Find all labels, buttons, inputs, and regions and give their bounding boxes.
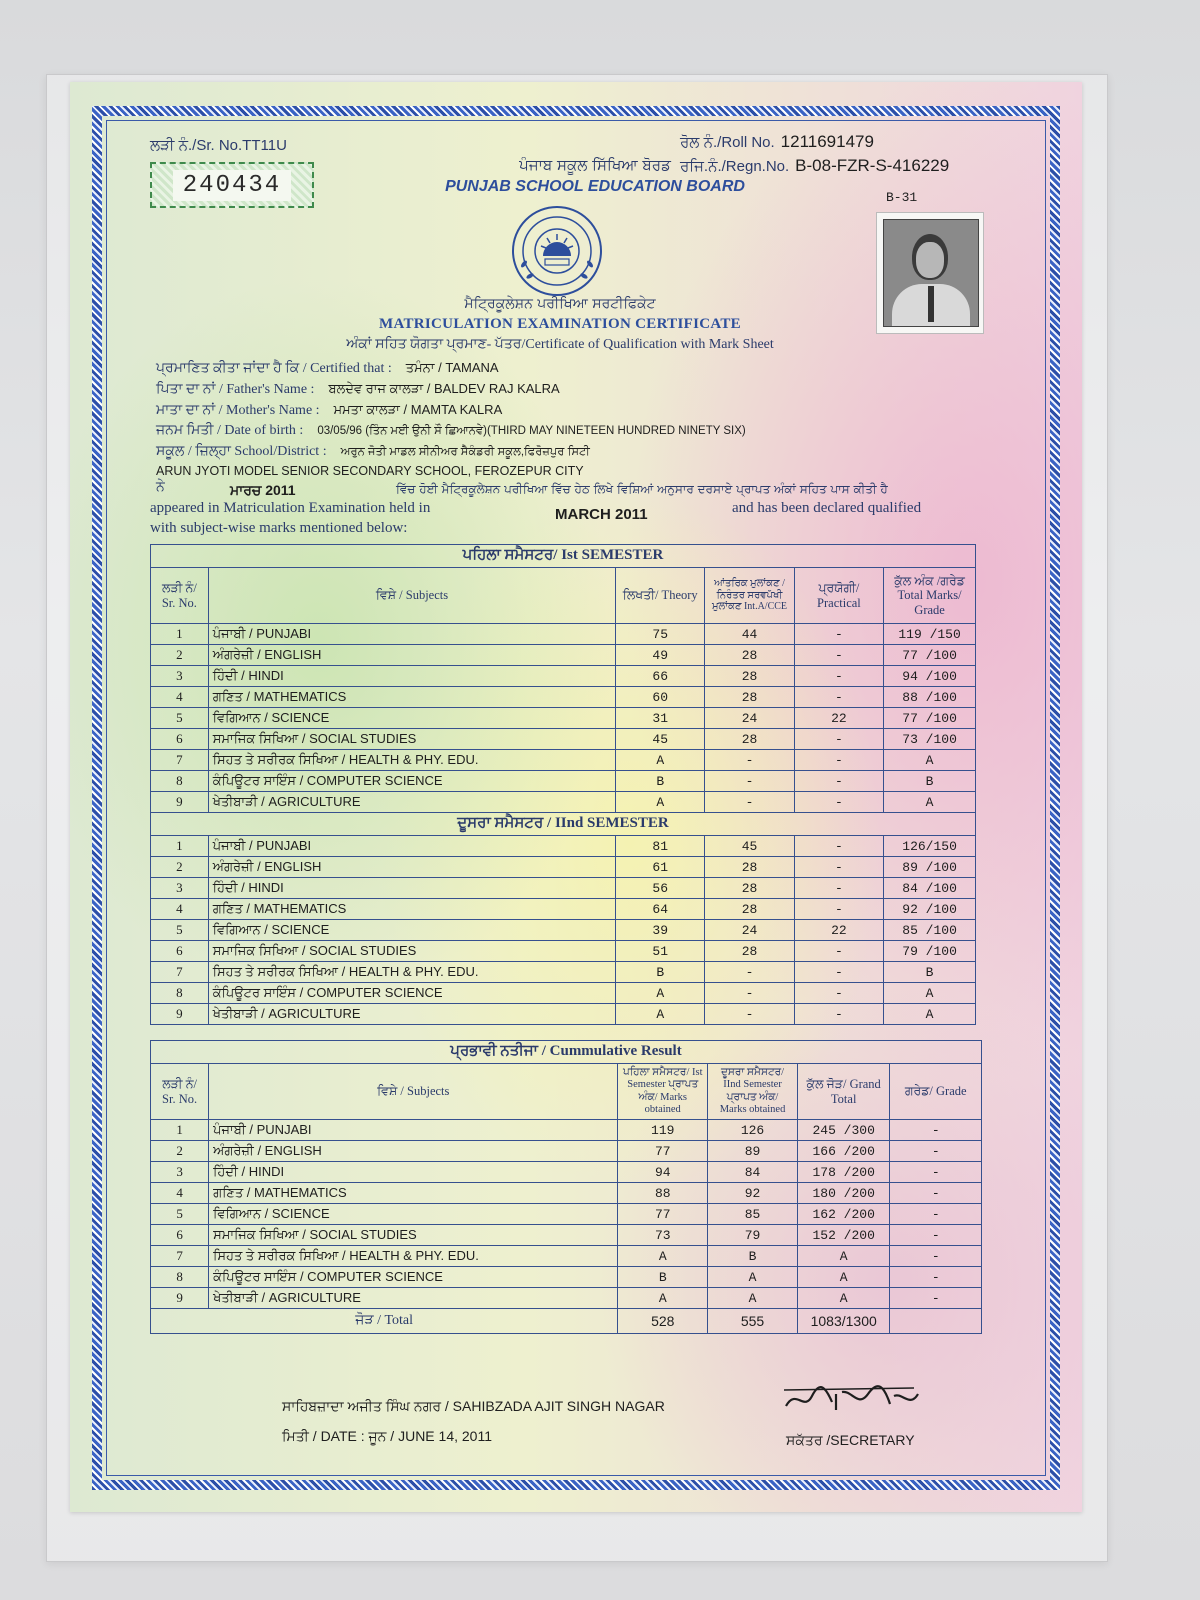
cell-practical: 22: [794, 920, 883, 941]
cell-sno: 1: [151, 624, 209, 645]
col-total-grade: ਕੁੱਲ ਅੰਕ /ਗਰੇਡ Total Marks/ Grade: [884, 568, 976, 624]
cell-int: -: [705, 983, 794, 1004]
cell-practical: -: [794, 750, 883, 771]
photo-frame: [876, 212, 984, 334]
cell-subject: ਸਿਹਤ ਤੇ ਸਰੀਰਕ ਸਿਖਿਆ / HEALTH & PHY. EDU.: [208, 962, 615, 983]
roll-number-line: [680, 132, 874, 152]
cell-subject: ਸਮਾਜਿਕ ਸਿਖਿਆ / SOCIAL STUDIES: [208, 729, 615, 750]
serial-label: ਲੜੀ ਨੰ./Sr. No.TT11U: [150, 137, 287, 154]
table-row: [151, 878, 976, 899]
cum-col-grand-total: ਕੁੱਲ ਜੋੜ/ Grand Total: [797, 1064, 890, 1120]
cell-theory: 56: [616, 878, 705, 899]
col-subjects: ਵਿਸ਼ੇ / Subjects: [208, 568, 615, 624]
col-internal: ਆਂਤਰਿਕ ਮੁਲਾਂਕਣ /ਨਿਰੰਤਰ ਸਰਵਪੱਖੀ ਮੁਲਾਂਕਣ Int.A/CCE: [705, 568, 794, 624]
cell-total: 92 /100: [884, 899, 976, 920]
cell-total: 88 /100: [884, 687, 976, 708]
cell-sem2: A: [708, 1267, 798, 1288]
cell-practical: -: [794, 729, 883, 750]
cell-subject: ਕੰਪਿਊਟਰ ਸਾਇੰਸ / COMPUTER SCIENCE: [209, 1267, 618, 1288]
cell-total: 94 /100: [884, 666, 976, 687]
cell-total: 119 /150: [884, 624, 976, 645]
cell-subject: ਖੇਤੀਬਾੜੀ / AGRICULTURE: [209, 1288, 618, 1309]
cell-practical: -: [794, 771, 883, 792]
cum-col-sem1: ਪਹਿਲਾ ਸਮੈਸਟਰ/ Ist Semester ਪ੍ਰਾਪਤ ਅੰਕ/ Marks obtained: [618, 1064, 708, 1120]
cell-int: -: [705, 962, 794, 983]
col-practical: ਪ੍ਰਯੋਗੀ/ Practical: [794, 568, 883, 624]
cell-total: 73 /100: [884, 729, 976, 750]
cell-sem1: 88: [618, 1183, 708, 1204]
cell-theory: B: [616, 962, 705, 983]
cell-theory: 75: [616, 624, 705, 645]
cell-int: -: [705, 771, 794, 792]
cell-total: A: [884, 1004, 976, 1025]
cell-theory: 49: [616, 645, 705, 666]
cell-total: 84 /100: [884, 878, 976, 899]
table-row: [151, 1004, 976, 1025]
table-row: [151, 836, 976, 857]
issue-date: ਮਿਤੀ / DATE : ਜੂਨ / JUNE 14, 2011: [282, 1428, 492, 1444]
table-row: [151, 792, 976, 813]
cell-sno: 4: [151, 687, 209, 708]
cell-int: 45: [705, 836, 794, 857]
cell-theory: A: [616, 750, 705, 771]
dob-label: ਜਨਮ ਮਿਤੀ / Date of birth :: [156, 423, 304, 438]
student-name: ਤਮੰਨਾ / TAMANA: [405, 360, 499, 375]
table-row: [151, 1120, 982, 1141]
cell-subject: ਹਿੰਦੀ / HINDI: [208, 878, 615, 899]
cell-total: 77 /100: [884, 708, 976, 729]
cell-subject: ਸਮਾਜਿਕ ਸਿਖਿਆ / SOCIAL STUDIES: [209, 1225, 618, 1246]
school-name-punjabi: ਅਰੁਨ ਜੋਤੀ ਮਾਡਲ ਸੀਨੀਅਰ ਸੈਕੰਡਰੀ ਸਕੂਲ,ਫਿਰੋਜ਼ਪੁਰ ਸਿਟੀ: [340, 446, 590, 458]
cell-sno: 7: [151, 962, 209, 983]
dob-line: [156, 423, 746, 439]
cell-sem1: 119: [618, 1120, 708, 1141]
sem1-title: ਪਹਿਲਾ ਸਮੈਸਟਰ/ Ist SEMESTER: [151, 545, 976, 568]
roll-label: ਰੋਲ ਨੰ./Roll No.: [680, 134, 775, 151]
table-row: [151, 645, 976, 666]
cell-practical: -: [794, 687, 883, 708]
cell-theory: 64: [616, 899, 705, 920]
total-grand: 1083/1300: [797, 1309, 890, 1334]
cell-sno: 1: [151, 1120, 209, 1141]
cell-grade: -: [890, 1246, 982, 1267]
cell-subject: ਅੰਗਰੇਜ਼ੀ / ENGLISH: [208, 857, 615, 878]
certified-that-line: [156, 360, 499, 377]
cell-practical: -: [794, 1004, 883, 1025]
cell-sem2: 85: [708, 1204, 798, 1225]
cell-theory: 51: [616, 941, 705, 962]
table-row: [151, 1183, 982, 1204]
cell-grade: -: [890, 1183, 982, 1204]
cell-theory: 66: [616, 666, 705, 687]
exam-month-english: MARCH 2011: [555, 506, 648, 523]
father-name: ਬਲਦੇਵ ਰਾਜ ਕਾਲੜਾ / BALDEV RAJ KALRA: [328, 381, 560, 396]
cell-int: 28: [705, 645, 794, 666]
semester-marks-table: [150, 544, 976, 1025]
table-row: [151, 729, 976, 750]
cell-theory: 45: [616, 729, 705, 750]
cell-subject: ਖੇਤੀਬਾੜੀ / AGRICULTURE: [208, 792, 615, 813]
table-row: [151, 962, 976, 983]
table-row: [151, 941, 976, 962]
table-row: [151, 666, 976, 687]
sem2-rows: [151, 836, 976, 1025]
cell-total: A: [884, 792, 976, 813]
cell-int: 28: [705, 729, 794, 750]
cell-int: 28: [705, 857, 794, 878]
total-label: ਜੋੜ / Total: [151, 1309, 618, 1334]
cell-theory: A: [616, 1004, 705, 1025]
school-name-english: ARUN JYOTI MODEL SENIOR SECONDARY SCHOOL, FEROZEPUR CITY: [156, 464, 584, 478]
cell-sno: 3: [151, 878, 209, 899]
mother-label: ਮਾਤਾ ਦਾ ਨਾਂ / Mother's Name :: [156, 403, 320, 418]
cum-col-grade: ਗਰੇਡ/ Grade: [890, 1064, 982, 1120]
cell-practical: -: [794, 792, 883, 813]
table-row: [151, 687, 976, 708]
cell-practical: -: [794, 962, 883, 983]
table-row: [151, 1288, 982, 1309]
cell-sem1: 77: [618, 1204, 708, 1225]
cell-grand: 245 /300: [797, 1120, 890, 1141]
cumulative-result-table: [150, 1040, 982, 1334]
cell-total: 126/150: [884, 836, 976, 857]
cell-total: A: [884, 983, 976, 1004]
cell-sno: 7: [151, 1246, 209, 1267]
issue-place: ਸਾਹਿਬਜ਼ਾਦਾ ਅਜੀਤ ਸਿੰਘ ਨਗਰ / SAHIBZADA AJIT SINGH NAGAR: [282, 1398, 665, 1414]
registration-number-line: [680, 156, 949, 176]
cell-grade: -: [890, 1267, 982, 1288]
table-row: [151, 857, 976, 878]
secretary-signature-icon: [782, 1382, 922, 1416]
student-photo: [883, 219, 979, 327]
exam-month-punjabi: ਮਾਰਚ 2011: [230, 482, 296, 498]
cell-theory: 31: [616, 708, 705, 729]
cell-subject: ਹਿੰਦੀ / HINDI: [209, 1162, 618, 1183]
cell-sem2: 84: [708, 1162, 798, 1183]
cell-practical: -: [794, 941, 883, 962]
cell-total: B: [884, 771, 976, 792]
table-row: [151, 899, 976, 920]
cell-theory: 61: [616, 857, 705, 878]
cell-grade: -: [890, 1162, 982, 1183]
board-name-english: PUNJAB SCHOOL EDUCATION BOARD: [445, 178, 745, 195]
cell-practical: -: [794, 645, 883, 666]
board-emblem-icon: [510, 204, 604, 298]
date-of-birth: 03/05/96 (ਤਿੰਨ ਮਈ ਉਨੀ ਸੌ ਛਿਆਨਵੇ)(THIRD MAY NINETEEN HUNDRED NINETY SIX): [317, 425, 746, 437]
cell-total: 77 /100: [884, 645, 976, 666]
sem2-title: ਦੂਸਰਾ ਸਮੈਸਟਰ / IInd SEMESTER: [151, 813, 976, 836]
cell-int: 28: [705, 941, 794, 962]
cell-practical: -: [794, 878, 883, 899]
cell-subject: ਹਿੰਦੀ / HINDI: [208, 666, 615, 687]
cumulative-rows: [151, 1120, 982, 1309]
cum-col-subjects: ਵਿਸ਼ੇ / Subjects: [209, 1064, 618, 1120]
cell-subject: ਵਿਗਿਆਨ / SCIENCE: [209, 1204, 618, 1225]
cell-theory: A: [616, 792, 705, 813]
cell-grand: 166 /200: [797, 1141, 890, 1162]
serial-number: 240434: [173, 170, 291, 201]
cell-subject: ਵਿਗਿਆਨ / SCIENCE: [208, 708, 615, 729]
certified-label: ਪ੍ਰਮਾਣਿਤ ਕੀਤਾ ਜਾਂਦਾ ਹੈ ਕਿ / Certified that :: [156, 361, 392, 376]
cell-int: 24: [705, 708, 794, 729]
col-theory: ਲਿਖਤੀ/ Theory: [616, 568, 705, 624]
cell-grand: 162 /200: [797, 1204, 890, 1225]
father-name-line: [156, 381, 560, 398]
cell-total: 79 /100: [884, 941, 976, 962]
total-row: [151, 1309, 982, 1334]
cell-sno: 2: [151, 857, 209, 878]
table-row: [151, 1267, 982, 1288]
cell-sno: 5: [151, 1204, 209, 1225]
table-row: [151, 983, 976, 1004]
cumulative-title: ਪ੍ਰਭਾਵੀ ਨਤੀਜਾ / Cummulative Result: [151, 1041, 982, 1064]
cell-sem1: 94: [618, 1162, 708, 1183]
cell-grand: A: [797, 1288, 890, 1309]
appeared-text-english: appeared in Matriculation Examination held in: [150, 500, 431, 516]
cell-sno: 6: [151, 729, 209, 750]
cell-total: 89 /100: [884, 857, 976, 878]
table-row: [151, 920, 976, 941]
certificate-sheet: [70, 82, 1082, 1512]
school-label: ਸਕੂਲ / ਜ਼ਿਲ੍ਹਾ School/District :: [156, 444, 327, 459]
cell-sno: 2: [151, 1141, 209, 1162]
cell-sem1: A: [618, 1288, 708, 1309]
mother-name-line: [156, 402, 502, 419]
cell-subject: ਗਣਿਤ / MATHEMATICS: [209, 1183, 618, 1204]
cell-sno: 8: [151, 771, 209, 792]
cell-sno: 9: [151, 1004, 209, 1025]
photo-code: B-31: [886, 190, 918, 205]
cell-sem2: B: [708, 1246, 798, 1267]
cell-total: A: [884, 750, 976, 771]
appeared-ne: ਨੇ: [156, 480, 165, 495]
cell-sno: 2: [151, 645, 209, 666]
table-row: [151, 1204, 982, 1225]
cell-practical: -: [794, 983, 883, 1004]
col-sno: ਲੜੀ ਨੰ/ Sr. No.: [151, 568, 209, 624]
cell-subject: ਕੰਪਿਊਟਰ ਸਾਇੰਸ / COMPUTER SCIENCE: [208, 983, 615, 1004]
cell-int: 28: [705, 878, 794, 899]
table-row: [151, 1141, 982, 1162]
cell-sem2: 126: [708, 1120, 798, 1141]
table-row: [151, 624, 976, 645]
cell-practical: 22: [794, 708, 883, 729]
cell-subject: ਪੰਜਾਬੀ / PUNJABI: [208, 836, 615, 857]
mother-name: ਮਮਤਾ ਕਾਲੜਾ / MAMTA KALRA: [333, 402, 503, 417]
cell-int: 28: [705, 666, 794, 687]
cell-practical: -: [794, 899, 883, 920]
cell-sno: 8: [151, 983, 209, 1004]
serial-number-box: [150, 162, 314, 208]
cell-sno: 6: [151, 941, 209, 962]
cell-grade: -: [890, 1141, 982, 1162]
cell-sem1: A: [618, 1246, 708, 1267]
sem1-rows: [151, 624, 976, 813]
cell-grand: 152 /200: [797, 1225, 890, 1246]
cell-subject: ਪੰਜਾਬੀ / PUNJABI: [209, 1120, 618, 1141]
cell-sno: 7: [151, 750, 209, 771]
school-line: [156, 444, 590, 460]
cell-subject: ਵਿਗਿਆਨ / SCIENCE: [208, 920, 615, 941]
cell-sno: 4: [151, 899, 209, 920]
cell-int: 44: [705, 624, 794, 645]
cell-sno: 8: [151, 1267, 209, 1288]
certificate-subtitle: ਅੰਕਾਂ ਸਹਿਤ ਯੋਗਤਾ ਪ੍ਰਮਾਣ- ਪੱਤਰ/Certificate of Qualification with Mark Sheet: [346, 337, 774, 352]
qualified-text: and has been declared qualified: [732, 500, 922, 516]
cell-grade: -: [890, 1204, 982, 1225]
cell-sem2: A: [708, 1288, 798, 1309]
cell-grand: 178 /200: [797, 1162, 890, 1183]
cell-sem2: 92: [708, 1183, 798, 1204]
cell-sem2: 89: [708, 1141, 798, 1162]
total-sem1: 528: [618, 1309, 708, 1334]
cell-subject: ਸਮਾਜਿਕ ਸਿਖਿਆ / SOCIAL STUDIES: [208, 941, 615, 962]
cell-sem1: B: [618, 1267, 708, 1288]
cell-theory: A: [616, 983, 705, 1004]
table-row: [151, 771, 976, 792]
cell-practical: -: [794, 666, 883, 687]
cell-grand: 180 /200: [797, 1183, 890, 1204]
board-name-punjabi: ਪੰਜਾਬ ਸਕੂਲ ਸਿੱਖਿਆ ਬੋਰਡ: [519, 156, 671, 174]
appeared-text-punjabi: ਵਿੱਚ ਹੋਈ ਮੈਟ੍ਰਿਕੂਲੇਸ਼ਨ ਪਰੀਖਿਆ ਵਿੱਚ ਹੇਠ ਲਿਖੇ ਵਿਸ਼ਿਆਂ ਅਨੁਸਾਰ ਦਰਸਾਏ ਪ੍ਰਾਪਤ ਅੰਕਾਂ ਸਹਿਤ ਪਾਸ ਕੀਤੀ ਹੈ: [396, 482, 888, 496]
cell-subject: ਅੰਗਰੇਜ਼ੀ / ENGLISH: [209, 1141, 618, 1162]
cell-practical: -: [794, 836, 883, 857]
cell-practical: -: [794, 857, 883, 878]
table-row: [151, 1246, 982, 1267]
title-punjabi: ਮੈਟ੍ਰਿਕੂਲੇਸ਼ਨ ਪਰੀਖਿਆ ਸਰਟੀਫਿਕੇਟ: [464, 296, 656, 312]
cell-grade: -: [890, 1120, 982, 1141]
regn-label: ਰਜਿ.ਨੰ./Regn.No.: [680, 158, 790, 175]
cell-sno: 1: [151, 836, 209, 857]
table-row: [151, 750, 976, 771]
cell-sno: 9: [151, 792, 209, 813]
cell-theory: B: [616, 771, 705, 792]
cell-total: 85 /100: [884, 920, 976, 941]
cell-total: B: [884, 962, 976, 983]
cell-theory: 39: [616, 920, 705, 941]
cell-theory: 60: [616, 687, 705, 708]
cell-subject: ਗਣਿਤ / MATHEMATICS: [208, 899, 615, 920]
cell-subject: ਖੇਤੀਬਾੜੀ / AGRICULTURE: [208, 1004, 615, 1025]
cell-sem1: 77: [618, 1141, 708, 1162]
cell-int: 28: [705, 899, 794, 920]
table-row: [151, 708, 976, 729]
table-row: [151, 1162, 982, 1183]
cell-theory: 81: [616, 836, 705, 857]
cell-sno: 9: [151, 1288, 209, 1309]
total-sem2: 555: [708, 1309, 798, 1334]
cell-sno: 6: [151, 1225, 209, 1246]
registration-number: B-08-FZR-S-416229: [795, 156, 950, 175]
cell-subject: ਸਿਹਤ ਤੇ ਸਰੀਰਕ ਸਿਖਿਆ / HEALTH & PHY. EDU.: [208, 750, 615, 771]
secretary-label: ਸਕੱਤਰ /SECRETARY: [786, 1432, 915, 1448]
cell-subject: ਸਿਹਤ ਤੇ ਸਰੀਰਕ ਸਿਖਿਆ / HEALTH & PHY. EDU.: [209, 1246, 618, 1267]
cum-col-sem2: ਦੂਸਰਾ ਸਮੈਸਟਰ/ IInd Semester ਪ੍ਰਾਪਤ ਅੰਕ/ Marks obtained: [708, 1064, 798, 1120]
cell-practical: -: [794, 624, 883, 645]
cum-col-sno: ਲੜੀ ਨੰ/ Sr. No.: [151, 1064, 209, 1120]
table-row: [151, 1225, 982, 1246]
father-label: ਪਿਤਾ ਦਾ ਨਾਂ / Father's Name :: [156, 382, 315, 397]
cell-sno: 3: [151, 666, 209, 687]
cell-grade: -: [890, 1225, 982, 1246]
cell-grand: A: [797, 1267, 890, 1288]
marks-below-text: with subject-wise marks mentioned below:: [150, 520, 408, 536]
cell-int: -: [705, 1004, 794, 1025]
title-english: MATRICULATION EXAMINATION CERTIFICATE: [379, 316, 741, 332]
cell-int: 28: [705, 687, 794, 708]
cell-int: 24: [705, 920, 794, 941]
cell-sno: 5: [151, 708, 209, 729]
cell-sno: 4: [151, 1183, 209, 1204]
cell-sem1: 73: [618, 1225, 708, 1246]
cell-subject: ਅੰਗਰੇਜ਼ੀ / ENGLISH: [208, 645, 615, 666]
cell-subject: ਪੰਜਾਬੀ / PUNJABI: [208, 624, 615, 645]
cell-sem2: 79: [708, 1225, 798, 1246]
cell-subject: ਕੰਪਿਊਟਰ ਸਾਇੰਸ / COMPUTER SCIENCE: [208, 771, 615, 792]
cell-int: -: [705, 792, 794, 813]
cell-grand: A: [797, 1246, 890, 1267]
cell-subject: ਗਣਿਤ / MATHEMATICS: [208, 687, 615, 708]
cell-int: -: [705, 750, 794, 771]
roll-number: 1211691479: [780, 132, 874, 151]
cell-sno: 3: [151, 1162, 209, 1183]
cell-grade: -: [890, 1288, 982, 1309]
cell-sno: 5: [151, 920, 209, 941]
